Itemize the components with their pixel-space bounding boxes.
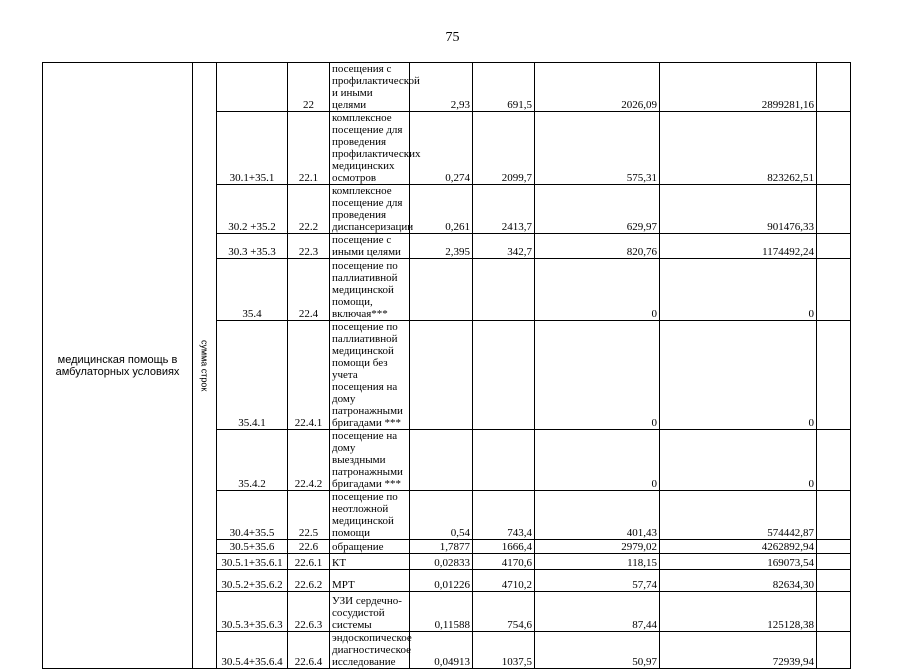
cell-v3: 87,44 [535, 592, 660, 632]
cell-empty [817, 112, 851, 185]
cell-v2: 691,5 [473, 63, 535, 112]
cell-v3: 0 [535, 259, 660, 321]
page-number: 75 [445, 30, 460, 45]
cell-v3: 401,43 [535, 491, 660, 540]
cell-code: 35.4 [217, 259, 288, 321]
cell-v4: 4262892,94 [660, 540, 817, 554]
cell-v1: 2,395 [410, 234, 473, 259]
cell-num: 22.2 [288, 185, 330, 234]
cell-code: 30.5.1+35.6.1 [217, 554, 288, 570]
cell-desc: комплексное посещение для проведения диспансеризации [330, 185, 410, 234]
cell-desc: посещение с иными целями [330, 234, 410, 259]
cell-v1: 0,261 [410, 185, 473, 234]
cell-code [217, 63, 288, 112]
cell-v3: 575,31 [535, 112, 660, 185]
cell-v1 [410, 321, 473, 430]
cell-v2: 2099,7 [473, 112, 535, 185]
cell-empty [817, 540, 851, 554]
cell-v2 [473, 321, 535, 430]
cell-code: 30.5.2+35.6.2 [217, 570, 288, 592]
cell-v1: 0,04913 [410, 632, 473, 669]
cell-v1: 1,7877 [410, 540, 473, 554]
cell-v2: 1037,5 [473, 632, 535, 669]
cell-desc: эндоскопическое диагностическое исследование [330, 632, 410, 669]
cell-desc: УЗИ сердечно-сосудистой системы [330, 592, 410, 632]
cell-empty [817, 234, 851, 259]
cell-v1: 2,93 [410, 63, 473, 112]
cell-v4: 2899281,16 [660, 63, 817, 112]
cell-v1 [410, 259, 473, 321]
cell-code: 30.4+35.5 [217, 491, 288, 540]
cell-empty [817, 63, 851, 112]
vertical-label-cell [193, 63, 217, 669]
cell-desc: посещения с профилактической и иными целями [330, 63, 410, 112]
cell-num: 22.3 [288, 234, 330, 259]
cell-v4: 901476,33 [660, 185, 817, 234]
cell-empty [817, 632, 851, 669]
cell-v4: 0 [660, 321, 817, 430]
cell-num: 22.4.2 [288, 430, 330, 491]
cell-v2: 1666,4 [473, 540, 535, 554]
cell-v2: 743,4 [473, 491, 535, 540]
cell-num: 22.6.4 [288, 632, 330, 669]
cell-num: 22.4.1 [288, 321, 330, 430]
cell-empty [817, 554, 851, 570]
cell-code: 30.3 +35.3 [217, 234, 288, 259]
cell-desc: МРТ [330, 570, 410, 592]
cell-v4: 823262,51 [660, 112, 817, 185]
cell-desc: КТ [330, 554, 410, 570]
cell-desc: посещение на дому выездными патронажными бригадами *** [330, 430, 410, 491]
cell-v3: 118,15 [535, 554, 660, 570]
cell-num: 22.6 [288, 540, 330, 554]
cell-empty [817, 259, 851, 321]
cell-v3: 820,76 [535, 234, 660, 259]
cell-v4: 1174492,24 [660, 234, 817, 259]
cell-empty [817, 321, 851, 430]
cell-v2: 2413,7 [473, 185, 535, 234]
cell-v1: 0,54 [410, 491, 473, 540]
cell-v2 [473, 430, 535, 491]
cell-code: 30.5.3+35.6.3 [217, 592, 288, 632]
cell-empty [817, 430, 851, 491]
cell-code: 30.5.4+35.6.4 [217, 632, 288, 669]
cell-v4: 0 [660, 259, 817, 321]
cell-v4: 169073,54 [660, 554, 817, 570]
cell-num: 22.6.1 [288, 554, 330, 570]
cell-num: 22.4 [288, 259, 330, 321]
cell-v3: 2979,02 [535, 540, 660, 554]
cell-num: 22.5 [288, 491, 330, 540]
cell-desc: посещение по неотложной медицинской помощи [330, 491, 410, 540]
data-table [42, 62, 851, 669]
cell-v1: 0,274 [410, 112, 473, 185]
cell-desc: комплексное посещение для проведения профилактических медицинских осмотров [330, 112, 410, 185]
category-label: медицинская помощь в амбулаторных условиях [43, 63, 193, 669]
cell-code: 35.4.1 [217, 321, 288, 430]
cell-num: 22.6.3 [288, 592, 330, 632]
cell-num: 22.1 [288, 112, 330, 185]
cell-v1: 0,01226 [410, 570, 473, 592]
cell-v3: 2026,09 [535, 63, 660, 112]
cell-v1: 0,11588 [410, 592, 473, 632]
cell-v3: 0 [535, 430, 660, 491]
cell-v2: 342,7 [473, 234, 535, 259]
cell-v3: 629,97 [535, 185, 660, 234]
cell-code: 30.1+35.1 [217, 112, 288, 185]
cell-v4: 0 [660, 430, 817, 491]
cell-code: 30.2 +35.2 [217, 185, 288, 234]
cell-code: 30.5+35.6 [217, 540, 288, 554]
cell-v2: 4170,6 [473, 554, 535, 570]
cell-v4: 125128,38 [660, 592, 817, 632]
cell-v3: 0 [535, 321, 660, 430]
cell-desc: посещение по паллиативной медицинской помощи без учета посещения на дому патронажными бригадами *** [330, 321, 410, 430]
cell-code: 35.4.2 [217, 430, 288, 491]
cell-v1 [410, 430, 473, 491]
cell-v4: 574442,87 [660, 491, 817, 540]
table-row [43, 63, 851, 112]
cell-empty [817, 491, 851, 540]
cell-v2 [473, 259, 535, 321]
cell-v4: 82634,30 [660, 570, 817, 592]
cell-v2: 4710,2 [473, 570, 535, 592]
cell-num: 22.6.2 [288, 570, 330, 592]
cell-v3: 50,97 [535, 632, 660, 669]
cell-v2: 754,6 [473, 592, 535, 632]
vertical-label: сумма строк [199, 339, 210, 392]
cell-v4: 72939,94 [660, 632, 817, 669]
cell-empty [817, 570, 851, 592]
cell-empty [817, 185, 851, 234]
cell-desc: посещение по паллиативной медицинской помощи, включая*** [330, 259, 410, 321]
cell-v3: 57,74 [535, 570, 660, 592]
cell-desc: обращение [330, 540, 410, 554]
cell-empty [817, 592, 851, 632]
cell-v1: 0,02833 [410, 554, 473, 570]
cell-num: 22 [288, 63, 330, 112]
